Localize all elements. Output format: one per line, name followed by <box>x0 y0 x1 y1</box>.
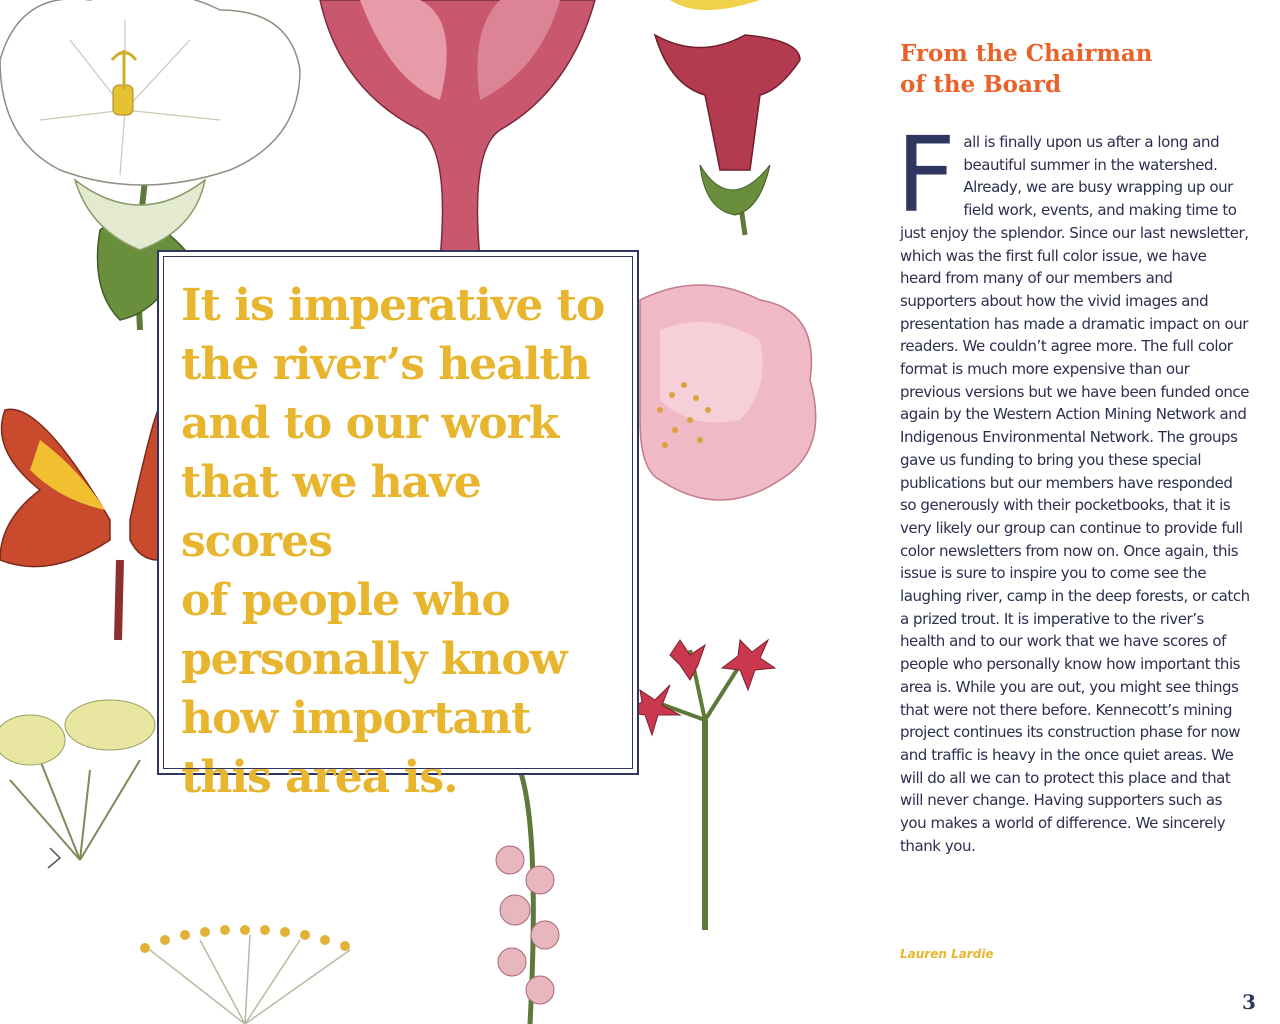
red-trumpet-flower-icon <box>655 0 800 235</box>
article-body-text: all is finally upon us after a long and beautiful summer in the watershed. Already, we are busy wrapping up our field work, events, and making time to just enjoy the splendor. Since our last newsletter, which was the first full color issue, we have heard from many of our members and supporters about how the vivid images and presentation has made a dramatic impact on our readers. We couldn’t agree more. The full color format is much more expensive than our previous versions but we have been funded once again by the Western Action Mining Network and Indigenous Environmental Network. The groups gave us funding to bring you these special publications but our members have responded so generously with their pocketbooks, that it is very likely our group can continue to provide full color newsletters from now on. Once again, this issue is sure to inspire you to come see the laughing river, camp in the deep forests, or catch a prized trout. It is imperative to the river’s health and to our work that we have scores of people who personally know how important this area is. While you are out, you might see things that were not there before. Kennecott’s mining project continues its construction phase for now and traffic is heavy in the once quiet areas. We will do all we can to protect this place and that will never change. Having supporters such as you makes a world of difference. We sincerely thank you. <box>900 133 1250 855</box>
pull-quote-line: and to our work <box>181 398 559 449</box>
article-heading <box>900 38 1260 100</box>
drop-cap: F <box>896 114 956 236</box>
pull-quote-line: of people who <box>181 575 510 626</box>
pull-quote-box <box>157 250 639 803</box>
heading-line: of the Board <box>900 71 1062 98</box>
heading-line: From the Chairman <box>900 40 1153 67</box>
pink-rose-flower-icon <box>640 285 816 500</box>
pink-tulip-flower-icon <box>320 0 595 260</box>
red-yellow-lily-icon <box>0 409 158 640</box>
author-signature: Lauren Lardie <box>900 947 994 961</box>
yellow-yarrow-icon <box>140 925 350 1024</box>
pull-quote-line: personally know <box>181 634 567 685</box>
umbel-flower-icon <box>0 700 155 868</box>
article-body <box>896 114 1250 858</box>
pull-quote-line: the river’s health <box>181 339 590 390</box>
pink-bell-flower-icon <box>496 770 559 1024</box>
pull-quote-line: this area is. <box>181 752 458 803</box>
red-star-flower-icon <box>625 640 775 930</box>
pull-quote <box>181 276 621 807</box>
pull-quote-line: that we have scores <box>181 457 481 567</box>
pull-quote-line: how important <box>181 693 531 744</box>
pull-quote-line: It is imperative to <box>181 280 605 331</box>
page-number: 3 <box>1242 990 1256 1014</box>
